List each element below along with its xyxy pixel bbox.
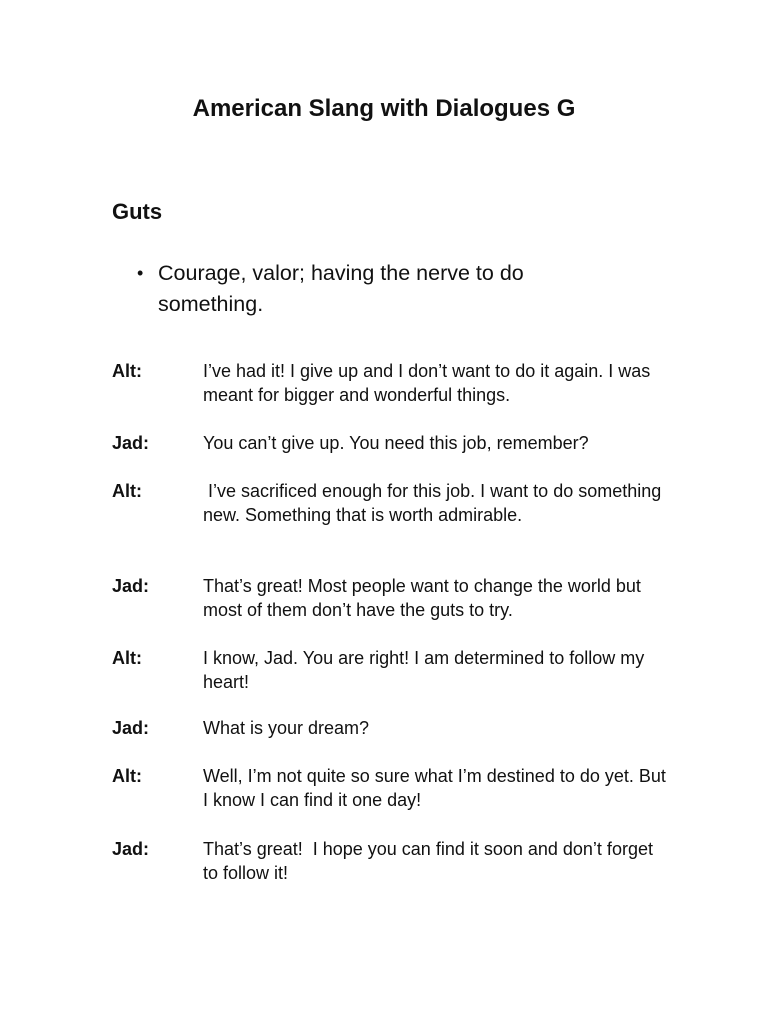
speaker-label: Alt: bbox=[112, 361, 142, 381]
speaker-label: Jad: bbox=[112, 576, 150, 596]
bullet-icon: • bbox=[137, 263, 144, 283]
dialogue-text: You can’t give up. You need this job, remember? bbox=[203, 433, 589, 453]
definition-item bbox=[112, 258, 632, 320]
dialogue-text: That’s great! I hope you can find it soon and don’t forget to follow it! bbox=[203, 839, 658, 883]
dialogue-text: I’ve had it! I give up and I don’t want to do it again. I was meant for bigger and wonderful things. bbox=[203, 361, 656, 405]
definition-text: Courage, valor; having the nerve to do something. bbox=[158, 261, 524, 316]
dialogue-text: What is your dream? bbox=[203, 718, 370, 738]
dialogue-text: Well, I’m not quite so sure what I’m destined to do yet. But I know I can find it one day! bbox=[203, 766, 671, 810]
speaker-label: Jad: bbox=[112, 433, 150, 453]
speaker-label: Alt: bbox=[112, 481, 142, 501]
speaker-label: Alt: bbox=[112, 766, 142, 786]
dialogue-text: I know, Jad. You are right! I am determined to follow my heart! bbox=[203, 648, 650, 692]
dialogue-text: That’s great! Most people want to change the world but most of them don’t have the guts to try. bbox=[203, 576, 646, 620]
speaker-label: Jad: bbox=[112, 718, 150, 738]
dialogue-text: I’ve sacrificed enough for this job. I want to do something new. Something that is worth admirable. bbox=[203, 481, 667, 525]
speaker-label: Alt: bbox=[112, 648, 142, 668]
document-title: American Slang with Dialogues G bbox=[192, 95, 576, 122]
speaker-label: Jad: bbox=[112, 839, 150, 859]
term-heading: Guts bbox=[112, 199, 163, 224]
definition-list bbox=[112, 258, 632, 320]
